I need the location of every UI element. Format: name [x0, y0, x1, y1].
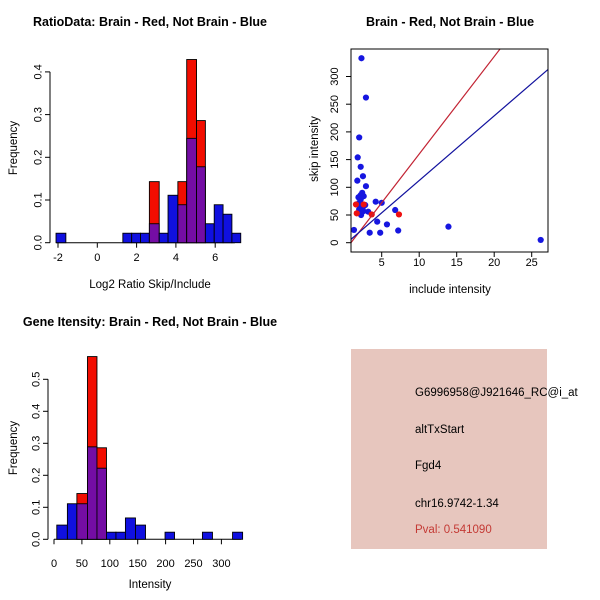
y-tick-label: 300: [329, 67, 341, 86]
y-tick-label: 0.0: [32, 235, 45, 251]
histogram-bar-overlap: [97, 468, 106, 539]
scatter-point-blue: [373, 199, 379, 205]
gene-histogram-ylabel: Frequency: [8, 420, 20, 476]
histogram-bar-blue: [223, 214, 232, 242]
scatter-point-blue: [360, 173, 366, 179]
panel-gene-intensity-histogram: [0, 300, 300, 600]
scatter-point-blue: [363, 183, 369, 189]
histogram-bar-blue: [165, 532, 174, 539]
y-tick-label: 0.5: [30, 371, 43, 387]
x-tick-label: 200: [156, 558, 175, 570]
x-tick-label: 25: [525, 257, 538, 269]
ratio-histogram-ylabel: Frequency: [8, 120, 20, 176]
histogram-bar-blue: [141, 233, 150, 242]
y-tick-label: 0: [329, 239, 341, 246]
scatter-point-blue: [354, 178, 360, 184]
scatter-point-red: [353, 201, 359, 207]
scatter-point-blue: [355, 154, 361, 160]
gene-histogram-title: Gene Itensity: Brain - Red, Not Brain - Blue: [22, 315, 278, 329]
y-tick-label: 0.3: [30, 435, 43, 451]
gene-name-text: Fgd4: [415, 460, 442, 472]
y-tick-label: 0.3: [32, 106, 45, 123]
ratio-histogram-xlabel: Log2 Ratio Skip/Include: [89, 279, 211, 291]
histogram-bar-overlap: [178, 205, 187, 243]
histogram-bar-blue: [214, 205, 223, 243]
histogram-bar-blue: [132, 233, 141, 242]
brain-fit-line: [351, 49, 500, 243]
notbrain-fit-line: [351, 69, 548, 239]
scatter-point-blue: [367, 230, 373, 236]
y-tick-label: 0.2: [32, 149, 45, 165]
x-tick-label: 4: [172, 252, 179, 264]
x-tick-label: 2: [133, 252, 140, 264]
histogram-bar-blue: [202, 532, 212, 539]
y-tick-label: 100: [329, 178, 341, 197]
scatter-ylabel: skip intensity: [309, 116, 321, 182]
pval-text: Pval: 0.541090: [415, 524, 492, 536]
x-tick-label: -2: [53, 252, 63, 264]
y-tick-label: 0.1: [30, 499, 43, 515]
panel-ratio-histogram: [0, 0, 300, 300]
scatter-point-blue: [358, 55, 364, 61]
x-tick-label: 5: [378, 257, 385, 269]
x-tick-label: 0: [50, 558, 58, 570]
histogram-bar-overlap: [149, 224, 159, 243]
x-tick-label: 0: [94, 252, 101, 264]
scatter-point-blue: [358, 164, 364, 170]
location-text: chr16.9742-1.34: [415, 498, 499, 510]
scatter-plot: [300, 0, 600, 300]
gene-histogram-plot: [0, 300, 300, 600]
scatter-point-red: [396, 211, 402, 217]
y-tick-label: 0.2: [30, 467, 43, 483]
histogram-bar-blue: [205, 224, 214, 243]
ratio-histogram-plot: [0, 0, 300, 300]
x-tick-label: 10: [413, 257, 426, 269]
y-tick-label: 0.1: [32, 192, 45, 208]
scatter-point-red: [361, 201, 367, 207]
scatter-point-blue: [384, 221, 390, 227]
y-tick-label: 250: [329, 95, 341, 114]
scatter-point-blue: [445, 224, 451, 230]
x-tick-label: 150: [128, 558, 147, 570]
histogram-bar-blue: [159, 233, 168, 242]
y-tick-label: 0.0: [30, 531, 43, 547]
scatter-point-blue: [363, 94, 369, 100]
x-tick-label: 50: [75, 558, 89, 570]
y-tick-label: 50: [329, 208, 341, 222]
info-panel-box: [351, 349, 578, 549]
histogram-bar-blue: [123, 233, 132, 242]
histogram-bar-blue: [125, 518, 135, 539]
scatter-point-blue: [377, 230, 383, 236]
event-type-text: altTxStart: [415, 424, 465, 436]
histogram-bar-blue: [56, 233, 66, 242]
scatter-point-blue: [538, 237, 544, 243]
probe-id-text: G6996958@J921646_RC@i_at: [415, 387, 578, 399]
histogram-bar-blue: [106, 532, 115, 539]
y-tick-label: 150: [329, 150, 341, 169]
y-tick-label: 0.4: [32, 64, 45, 80]
histogram-bar-overlap: [77, 504, 88, 540]
histogram-bar-blue: [57, 525, 68, 539]
histogram-bar-blue: [168, 195, 178, 242]
x-tick-label: 100: [100, 558, 119, 570]
ratio-histogram-title: RatioData: Brain - Red, Not Brain - Blue: [32, 15, 268, 29]
histogram-bar-overlap: [197, 167, 206, 243]
scatter-point-blue: [374, 219, 380, 225]
scatter-xlabel: include intensity: [409, 284, 491, 296]
x-tick-label: 6: [212, 252, 219, 264]
histogram-bar-overlap: [87, 447, 96, 539]
x-tick-label: 15: [450, 257, 463, 269]
histogram-bar-blue: [135, 525, 145, 539]
histogram-bar-blue: [232, 233, 241, 242]
histogram-bar-blue: [116, 532, 125, 539]
scatter-point-blue: [395, 227, 401, 233]
x-tick-label: 300: [212, 558, 231, 570]
x-tick-label: 20: [488, 257, 501, 269]
gene-histogram-xlabel: Intensity: [128, 579, 172, 591]
scatter-point-blue: [351, 227, 357, 233]
panel-intensity-scatter: [300, 0, 600, 300]
plot-box: [351, 49, 548, 252]
scatter-point-red: [354, 210, 360, 216]
x-tick-label: 250: [184, 558, 203, 570]
histogram-bar-overlap: [187, 138, 197, 242]
histogram-bar-blue: [233, 532, 243, 539]
y-tick-label: 0.4: [30, 403, 43, 419]
scatter-title: Brain - Red, Not Brain - Blue: [365, 15, 535, 29]
y-tick-label: 200: [329, 122, 341, 142]
histogram-bar-blue: [67, 504, 76, 540]
scatter-point-blue: [356, 134, 362, 140]
panel-info: [300, 300, 600, 600]
